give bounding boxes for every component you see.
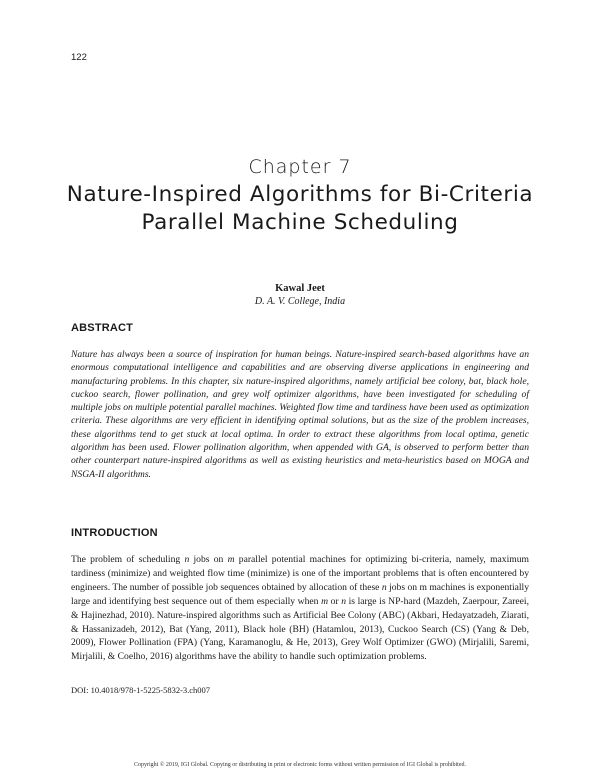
introduction-heading: INTRODUCTION	[71, 527, 158, 539]
intro-text-segment: The problem of scheduling	[71, 554, 185, 565]
abstract-heading: ABSTRACT	[71, 322, 134, 334]
intro-text-segment: jobs on	[189, 554, 228, 565]
variable-n: n	[381, 581, 387, 593]
intro-text-segment: is large is NP-hard (Mazdeh, Zaerpour, Zareei, & Hajinezhad, 2010). Nature-inspired algorithms such as Artificial Bee Colony (ABC) (Akbari, Hedayatzadeh, Ziarati, & Hassanizadeh, 2012), Bat (Yang, 2011), Black hole (BH) (Hatamlou, 2013), Cuckoo Search (CS) (Yang & Deb, 2009), Flower Pollination (FPA) (Yang, Karamanoglu, & He, 2013), Grey Wolf Optimizer (GWO) (Mirjalili, Saremi, Mirjalili, & Coelho, 2016) algorithms have the ability to handle such optimization problems.	[71, 595, 529, 663]
chapter-label: Chapter 7	[248, 156, 352, 178]
variable-n: n	[184, 554, 190, 565]
variable-n: n	[341, 595, 346, 607]
doi: DOI: 10.4018/978-1-5225-5832-3.ch007	[71, 685, 211, 695]
intro-text-segment: jobs on m machines is exponentially large and identifying best sequence out of them especially when	[71, 581, 529, 607]
intro-text-segment: parallel potential machines for optimizing bi-criteria, namely, maximum tardiness (minimize) and weighted flow time (minimize) is one of the important problems that is often encountered by engineers. The number of possible job sequences obtained by allocation of these	[71, 554, 529, 593]
author-name: Kawal Jeet	[275, 283, 325, 294]
page-number: 122	[71, 52, 87, 63]
abstract-text: Nature has always been a source of inspiration for human beings. Nature-inspired search-based algorithms have an enormous computational intelligence and capabilities and are observing diverse applications in engineering and manufacturing problems. In this chapter, six nature-inspired algorithms, namely artificial bee colony, bat, black hole, cuckoo search, flower pollination, and grey wolf optimizer algorithms, have been investigated for scheduling of multiple jobs on multiple potential parallel machines. Weighted flow time and tardiness have been used as optimization criteria. These algorithms are very efficient in identifying optimal solutions, but as the size of the problem increases, these algorithms tend to get stuck at local optima. In order to extract these algorithms from local optima, genetic algorithm has been used. Flower pollination algorithm, when appended with GA, is observed to perform better than other counterpart nature-inspired algorithms as well as existing heuristics and meta-heuristics based on MOGA and NSGA-II algorithms.	[71, 349, 529, 480]
variable-m: m	[321, 595, 328, 607]
introduction-paragraph	[71, 553, 529, 664]
chapter-title: Nature-Inspired Algorithms for Bi-Criteria Parallel Machine Scheduling	[66, 182, 534, 235]
intro-text-segment: or	[328, 595, 342, 607]
author-affiliation: D. A. V. College, India	[254, 296, 346, 307]
copyright-notice: Copyright © 2019, IGI Global. Copying or distributing in print or electronic forms without written permission of IGI Global is prohibited.	[133, 762, 466, 768]
variable-m: m	[227, 554, 235, 565]
